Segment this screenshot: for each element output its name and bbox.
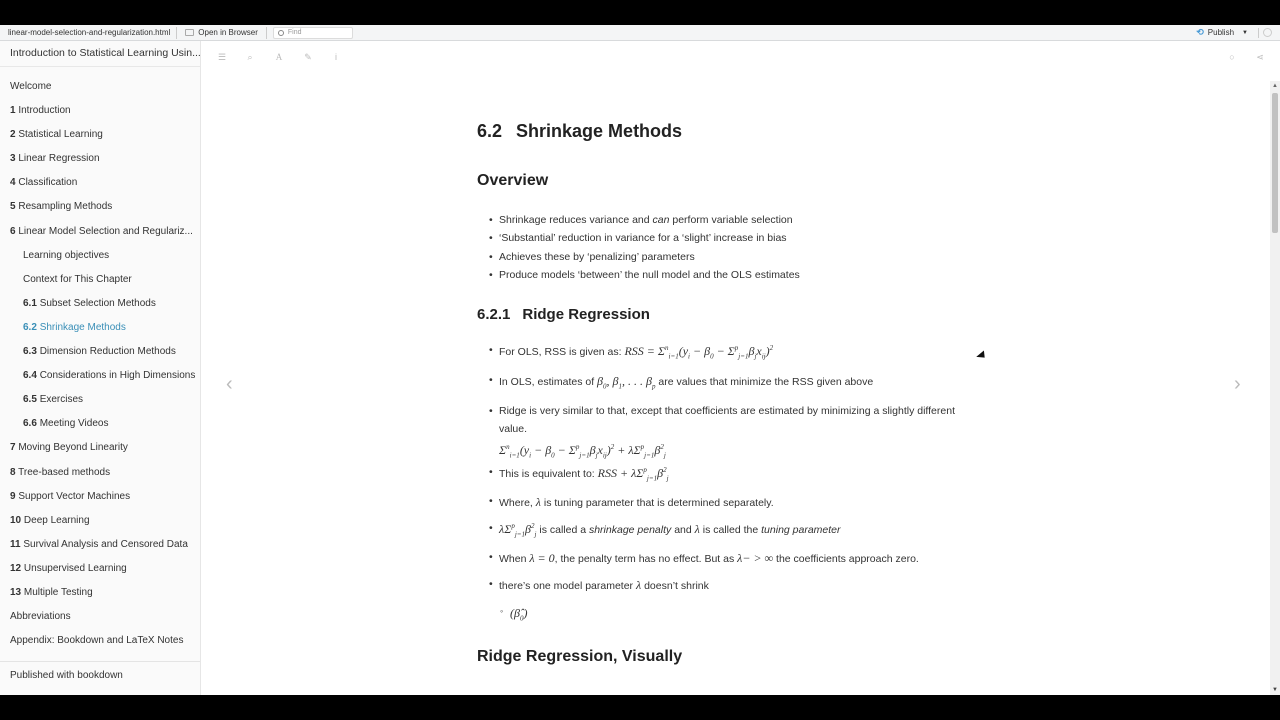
penalty-formula: $\lambda\Sigma^p_{j=1}\beta^2_j$	[499, 522, 537, 539]
letterbox-bottom	[0, 695, 1280, 720]
toc-subitem[interactable]: 6.4 Considerations in High Dimensions	[23, 370, 196, 382]
list-item: • ‘Substantial’ reduction in variance for a ‘slight’ increase in bias	[489, 229, 800, 247]
sub-list-item	[500, 606, 527, 622]
toc-item[interactable]: 9 Support Vector Machines	[10, 490, 131, 502]
list-item: • Achieves these by ‘penalizing’ parameters	[489, 248, 800, 266]
share-icon[interactable]: ⋖	[1256, 52, 1264, 62]
list-item: • Produce models ‘between’ the null model and the OLS estimates	[489, 266, 800, 284]
toc-item[interactable]: Welcome	[10, 81, 52, 92]
edit-icon[interactable]: ✎	[304, 52, 312, 62]
rss-formula: RSS = $\Sigma^n_{i=1}(y_i - \beta_0 - \Sigma^p_{j=1}\beta_jx_{ij})^2$	[624, 344, 774, 361]
beta-list: $\beta_0$, $\beta_1$, . . . $\beta_p$	[597, 374, 656, 391]
toc-subitem[interactable]: 6.5 Exercises	[23, 394, 84, 406]
toc-subitem[interactable]: 6.6 Meeting Videos	[23, 418, 109, 430]
main-content	[201, 41, 1280, 695]
toc-item[interactable]: 11 Survival Analysis and Censored Data	[10, 538, 188, 550]
toc-item[interactable]: 6 Linear Model Selection and Regulariz...	[10, 225, 193, 237]
scrollbar-thumb[interactable]	[1272, 93, 1278, 233]
sidebar-divider	[0, 661, 200, 662]
overview-list	[489, 211, 800, 284]
toc-item[interactable]: 4 Classification	[10, 177, 78, 189]
publish-label: Publish	[1207, 28, 1235, 37]
publish-icon: ⟲	[1196, 27, 1204, 37]
list-item: • When λ = 0, the penalty term has no effect. But as λ− > ∞ the coefficients approach zero.	[489, 551, 919, 566]
list-item: • This is equivalent to: RSS + $\lambda\Sigma^p_{j=1}\beta^2_j$	[489, 466, 669, 482]
sidebar	[0, 41, 201, 695]
list-item: • there’s one model parameter λ doesn’t shrink	[489, 578, 709, 593]
scroll-down-arrow[interactable]: ▼	[1272, 687, 1278, 693]
viewer-toolbar	[0, 25, 1280, 41]
menu-icon[interactable]: ☰	[217, 52, 227, 62]
toc	[0, 67, 200, 653]
toc-item[interactable]: 2 Statistical Learning	[10, 129, 103, 141]
ridge-visual-heading: Ridge Regression, Visually	[477, 648, 683, 665]
letterbox-top	[0, 0, 1280, 25]
chevron-down-icon[interactable]: ▼	[1242, 29, 1248, 36]
beta-hat-zero: $(\betâ_0)$	[510, 606, 528, 623]
find-input[interactable]	[273, 27, 353, 39]
toc-item[interactable]: 12 Unsupervised Learning	[10, 562, 127, 574]
search-icon[interactable]: ⌕	[247, 52, 253, 62]
toc-item[interactable]: 8 Tree-based methods	[10, 466, 111, 478]
equivalent-formula: RSS + $\lambda\Sigma^p_{j=1}\beta^2_j$	[597, 466, 669, 483]
previous-page-arrow[interactable]: ‹	[226, 373, 233, 395]
overview-heading: Overview	[477, 172, 549, 189]
open-in-browser-button[interactable]	[177, 27, 267, 39]
toc-item[interactable]: 3 Linear Regression	[10, 153, 100, 165]
ridge-formula: $\Sigma^n_{i=1}(y_i - \beta_0 - \Sigma^p_{j=1}\beta_jx_{ij})^2 + \lambda\Sigma^p_{j=1}\beta^2_j$	[499, 443, 666, 460]
divider	[1258, 28, 1259, 38]
list-item: • $\lambda\Sigma^p_{j=1}\beta^2_j$ is called a shrinkage penalty and λ is called the tuning parameter	[489, 522, 841, 538]
toc-item[interactable]: Abbreviations	[10, 611, 71, 623]
toc-item[interactable]: 7 Moving Beyond Linearity	[10, 442, 128, 454]
toc-item[interactable]: 1 Introduction	[10, 105, 71, 117]
toc-subitem[interactable]: 6.1 Subset Selection Methods	[23, 297, 156, 309]
refresh-icon[interactable]	[1263, 28, 1272, 37]
toc-subitem[interactable]: Context for This Chapter	[23, 273, 132, 285]
book-title[interactable]: Introduction to Statistical Learning Usin...	[0, 41, 200, 67]
list-item: • For OLS, RSS is given as: RSS = $\Sigma^n_{i=1}(y_i - \beta_0 - \Sigma^p_{j=1}\beta_jx_{ij})^2$	[489, 344, 773, 360]
toc-subitem-active[interactable]: 6.2 Shrinkage Methods	[23, 321, 126, 333]
font-icon[interactable]: A	[275, 52, 283, 62]
next-page-arrow[interactable]: ›	[1234, 373, 1241, 395]
filename: linear-model-selection-and-regularization.html	[0, 27, 177, 39]
list-item: • In OLS, estimates of $\beta_0$, $\beta_1$, . . . $\beta_p$ are values that minimize the RSS given above	[489, 374, 873, 390]
bookdown-page	[0, 41, 1280, 695]
book-toolbar	[201, 41, 1280, 74]
toc-subitem[interactable]: Learning objectives	[23, 249, 110, 261]
github-icon[interactable]: ○	[1229, 52, 1235, 62]
scroll-up-arrow[interactable]: ▲	[1272, 83, 1278, 89]
toc-item[interactable]: 5 Resampling Methods	[10, 201, 113, 213]
toc-item[interactable]: 13 Multiple Testing	[10, 586, 93, 598]
find-placeholder: Find	[287, 29, 302, 36]
info-icon[interactable]: i	[335, 52, 337, 62]
list-item: • Ridge is very similar to that, except that coefficients are estimated by minimizing a slightly different value. $\Sigma^n_{i=1}(y_i - \beta_0 - \Sigma^p_{j=1}\beta_jx_{ij})^2 + \lambda\Sigma^p_{j=1}\beta^2_j$	[489, 402, 955, 464]
list-item: • Shrinkage reduces variance and can perform variable selection	[489, 211, 800, 229]
scrollbar[interactable]	[1270, 81, 1280, 695]
toc-subitem[interactable]: 6.3 Dimension Reduction Methods	[23, 346, 176, 358]
subsection-heading: 6.2.1 Ridge Regression	[477, 306, 650, 323]
browser-icon	[185, 29, 194, 36]
publish-button[interactable]	[1196, 27, 1280, 38]
open-in-browser-label: Open in Browser	[198, 27, 258, 37]
search-icon	[278, 30, 284, 36]
list-item: • Where, λ is tuning parameter that is determined separately.	[489, 495, 774, 510]
page-title: 6.2 Shrinkage Methods	[477, 121, 683, 141]
toc-item[interactable]: Appendix: Bookdown and LaTeX Notes	[10, 635, 184, 647]
published-with-link[interactable]: Published with bookdown	[10, 670, 123, 681]
toc-item[interactable]: 10 Deep Learning	[10, 514, 90, 526]
